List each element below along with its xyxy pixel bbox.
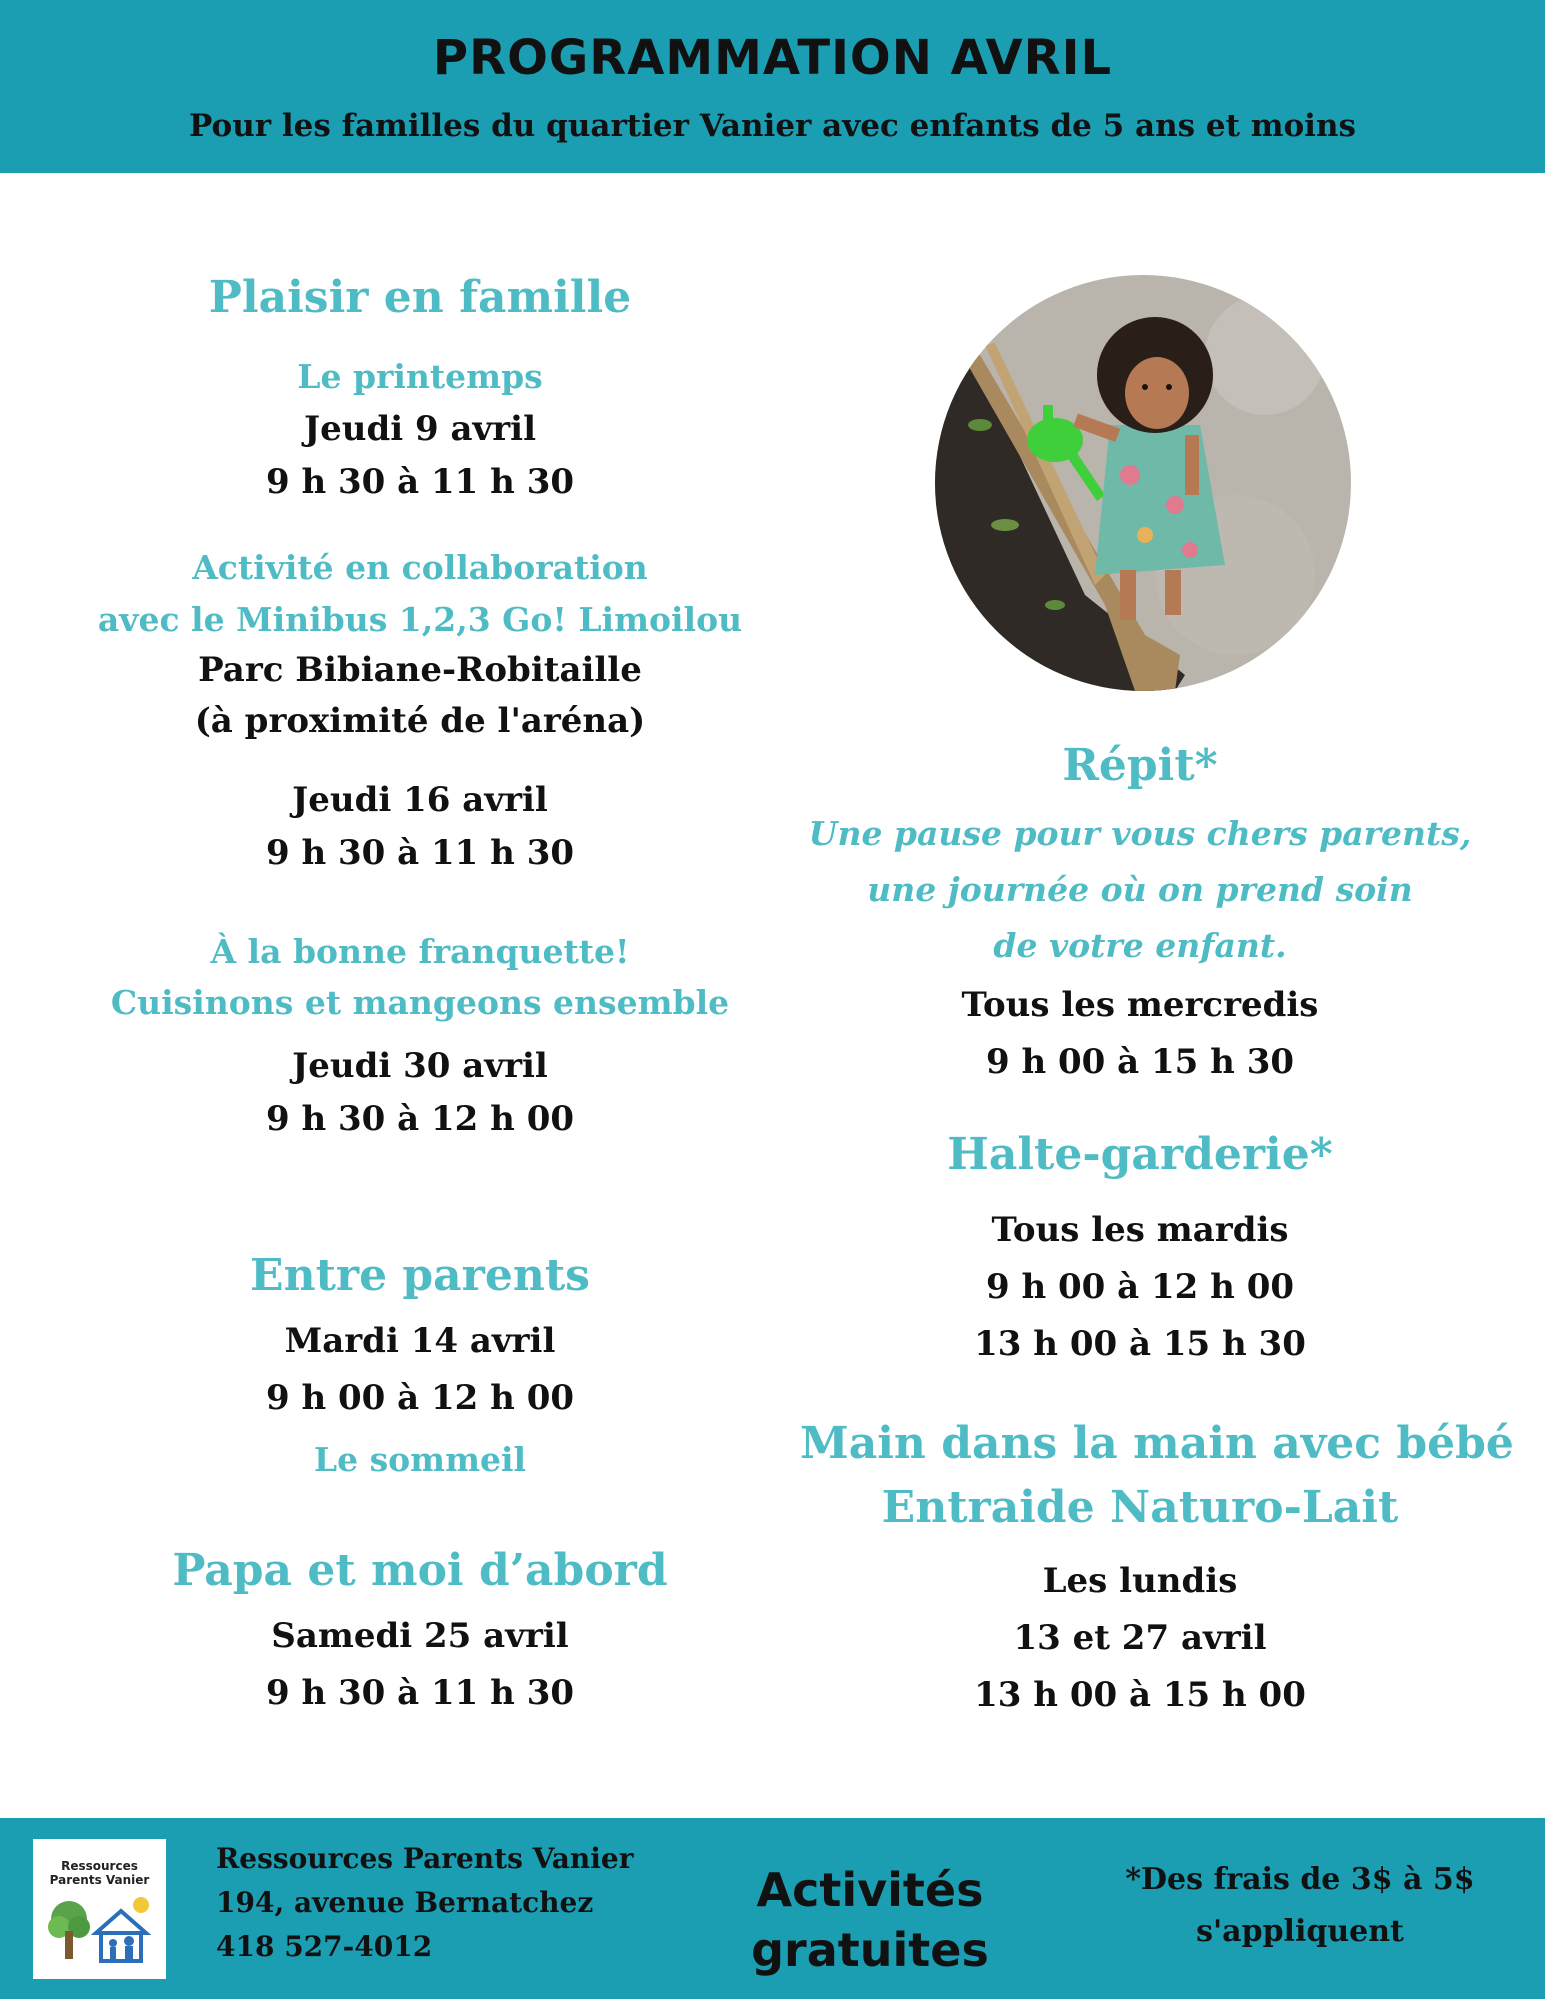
fee-line-2: s'appliquent: [1196, 1914, 1404, 1949]
papa-time: 9 h 30 à 11 h 30: [265, 1673, 575, 1713]
plaisir-heading: Plaisir en famille: [208, 272, 632, 323]
fee-line-1: *Des frais de 3$ à 5$: [1125, 1862, 1475, 1897]
park-note: (à proximité de l'aréna): [194, 701, 646, 741]
collab-line-2: avec le Minibus 1,2,3 Go! Limoilou: [97, 600, 743, 639]
repit-tagline-3: de votre enfant.: [993, 926, 1287, 965]
repit-tagline-1: Une pause pour vous chers parents,: [808, 814, 1472, 853]
footer-org-name: Ressources Parents Vanier: [216, 1842, 634, 1875]
halte-heading: Halte-garderie*: [947, 1129, 1333, 1180]
main-dates: 13 et 27 avril: [1013, 1618, 1267, 1658]
plaisir-date-3: Jeudi 30 avril: [292, 1046, 548, 1086]
fee-note: [1110, 1854, 1490, 1958]
organization-logo: [33, 1839, 166, 1979]
papa-heading: Papa et moi d’abord: [172, 1545, 668, 1596]
halte-time-1: 9 h 00 à 12 h 00: [985, 1267, 1295, 1307]
main-days: Les lundis: [1042, 1561, 1238, 1601]
page-title: PROGRAMMATION AVRIL: [432, 30, 1113, 86]
child-photo: [935, 275, 1351, 691]
free-activities-label: [730, 1860, 1010, 1980]
main-time: 13 h 00 à 15 h 00: [974, 1675, 1306, 1715]
main-heading-1: Main dans la main avec bébé: [800, 1418, 1514, 1469]
plaisir-date-2: Jeudi 16 avril: [292, 780, 548, 820]
halte-time-2: 13 h 00 à 15 h 30: [974, 1324, 1306, 1364]
logo-tree-house-icon: [41, 1891, 158, 1971]
plaisir-time-3: 9 h 30 à 12 h 00: [265, 1099, 575, 1139]
papa-date: Samedi 25 avril: [271, 1616, 569, 1656]
logo-text-line-2: Parents Vanier: [49, 1873, 150, 1887]
franquette-line-2: Cuisinons et mangeons ensemble: [110, 983, 730, 1022]
plaisir-time-1: 9 h 30 à 11 h 30: [265, 462, 575, 502]
footer-phone: 418 527-4012: [216, 1930, 433, 1963]
logo-text-line-1: Ressources: [61, 1859, 138, 1873]
franquette-line-1: À la bonne franquette!: [210, 932, 630, 971]
plaisir-date-1: Jeudi 9 avril: [304, 409, 536, 449]
repit-time: 9 h 00 à 15 h 30: [985, 1042, 1295, 1082]
free-line-1: Activités: [756, 1863, 984, 1917]
free-line-2: gratuites: [751, 1923, 989, 1977]
plaisir-time-2: 9 h 30 à 11 h 30: [265, 833, 575, 873]
entre-parents-time: 9 h 00 à 12 h 00: [265, 1378, 575, 1418]
repit-days: Tous les mercredis: [961, 985, 1319, 1025]
footer-address: 194, avenue Bernatchez: [216, 1886, 594, 1919]
entre-parents-heading: Entre parents: [250, 1250, 590, 1301]
park-name: Parc Bibiane-Robitaille: [198, 650, 642, 690]
repit-tagline-2: une journée où on prend soin: [867, 870, 1413, 909]
entre-parents-date: Mardi 14 avril: [284, 1321, 556, 1361]
header-band: [0, 0, 1545, 173]
main-heading-2: Entraide Naturo-Lait: [881, 1482, 1399, 1533]
plaisir-theme: Le printemps: [297, 357, 543, 396]
repit-heading: Répit*: [1062, 740, 1218, 791]
page-subtitle: Pour les familles du quartier Vanier avec enfants de 5 ans et moins: [189, 108, 1356, 144]
halte-days: Tous les mardis: [991, 1210, 1289, 1250]
collab-line-1: Activité en collaboration: [192, 548, 648, 587]
footer-band: [0, 1818, 1545, 1999]
entre-parents-theme: Le sommeil: [313, 1440, 527, 1479]
